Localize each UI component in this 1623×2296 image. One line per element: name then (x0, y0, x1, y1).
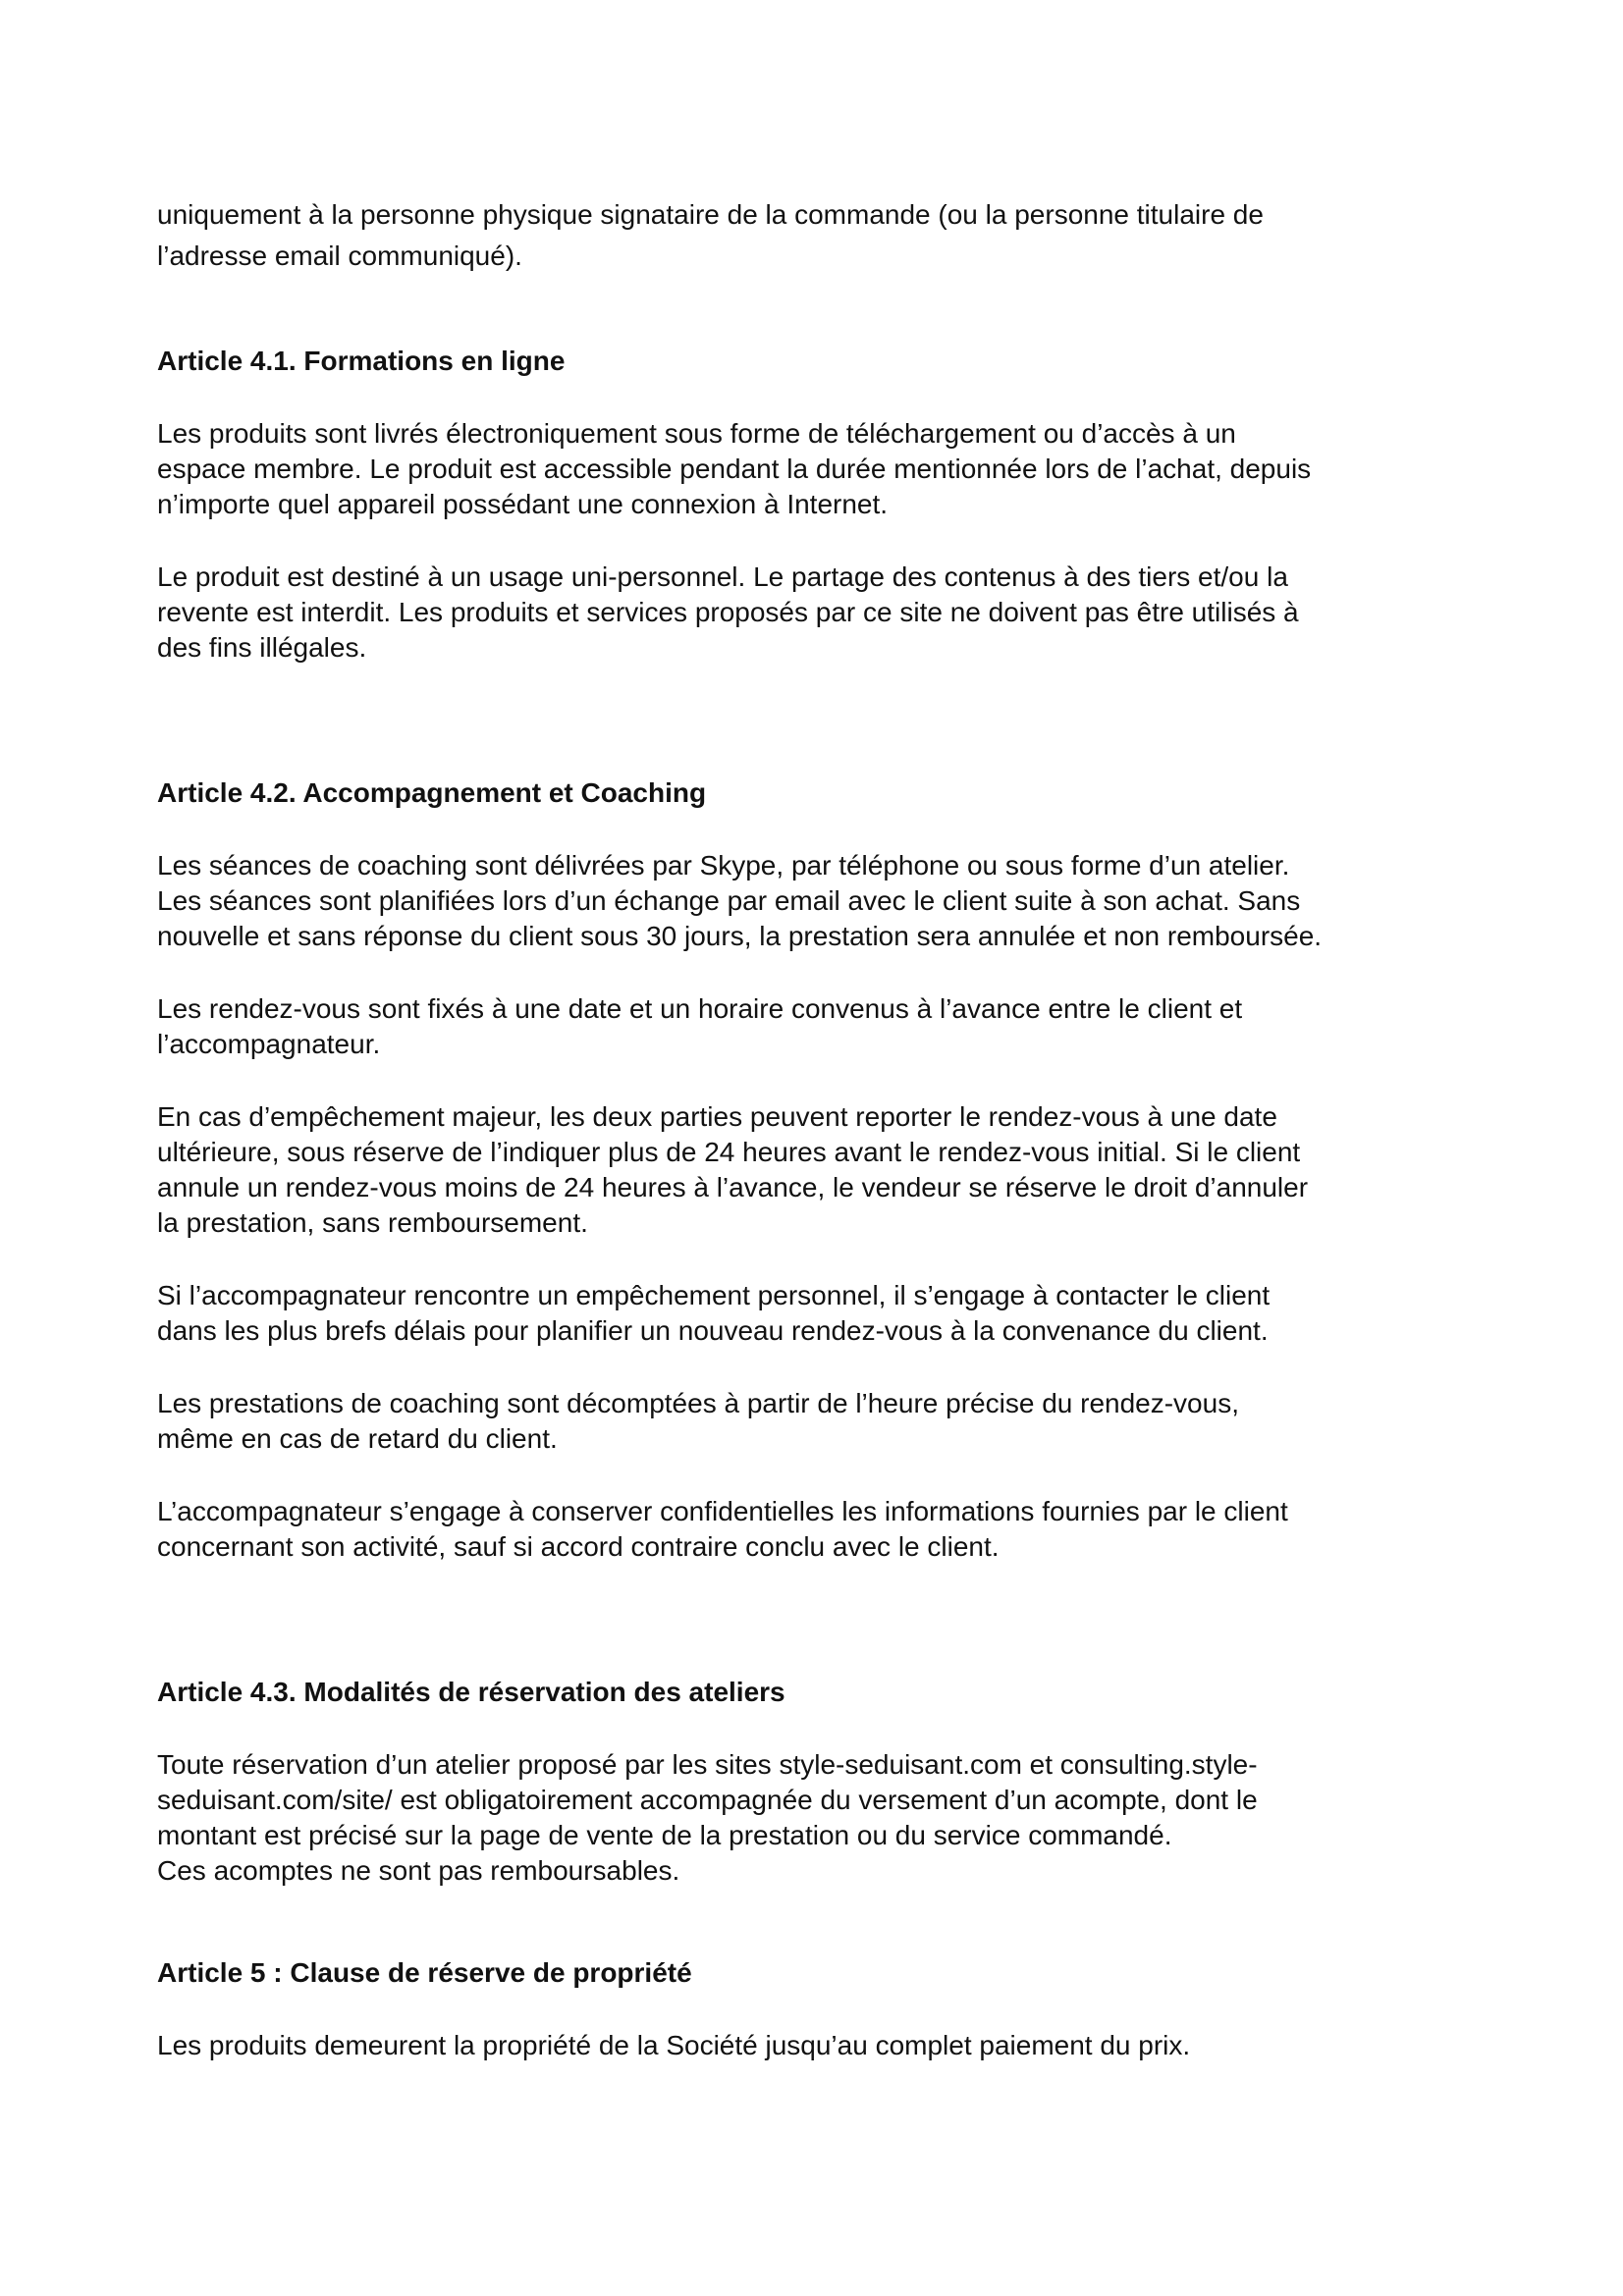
text-line: L’accompagnateur s’engage à conserver confidentielles les informations fournies par le client (157, 1496, 1288, 1526)
text-line: Les rendez-vous sont fixés à une date et un horaire convenus à l’avance entre le client et (157, 993, 1243, 1024)
text-line: Les produits demeurent la propriété de la Société jusqu’au complet paiement du prix. (157, 2030, 1191, 2060)
article-5-heading: Article 5 : Clause de réserve de propriété (157, 1957, 692, 1988)
article-4-2-paragraph-5 (157, 1386, 1463, 1457)
text-line: des fins illégales. (157, 632, 367, 663)
article-4-2-paragraph-1 (157, 848, 1463, 954)
text-line: espace membre. Le produit est accessible pendant la durée mentionnée lors de l’achat, depuis (157, 454, 1312, 484)
text-line: seduisant.com/site/ est obligatoirement accompagnée du versement d’un acompte, dont le (157, 1785, 1258, 1815)
text-line: uniquement à la personne physique signataire de la commande (ou la personne titulaire de (157, 199, 1264, 230)
article-5-paragraph-1 (157, 2028, 1463, 2063)
article-4-2-paragraph-3 (157, 1099, 1463, 1241)
text-line: Toute réservation d’un atelier proposé par les sites style-seduisant.com et consulting.style- (157, 1749, 1258, 1780)
text-line: n’importe quel appareil possédant une connexion à Internet. (157, 489, 889, 519)
text-line: Les séances sont planifiées lors d’un échange par email avec le client suite à son achat. Sans (157, 885, 1301, 916)
article-4-2-paragraph-2 (157, 991, 1463, 1062)
article-4-2-paragraph-6 (157, 1494, 1463, 1565)
text-line: Le produit est destiné à un usage uni-personnel. Le partage des contenus à des tiers et/ou la (157, 561, 1288, 592)
article-4-1-paragraph-2 (157, 560, 1463, 666)
text-line: montant est précisé sur la page de vente de la prestation ou du service commandé. (157, 1820, 1172, 1850)
text-line: nouvelle et sans réponse du client sous 30 jours, la prestation sera annulée et non remboursée. (157, 921, 1323, 951)
text-line: même en cas de retard du client. (157, 1423, 558, 1454)
text-line: revente est interdit. Les produits et services proposés par ce site ne doivent pas être utilisés à (157, 597, 1299, 627)
text-line: l’accompagnateur. (157, 1029, 381, 1059)
text-line: Les produits sont livrés électroniquement sous forme de téléchargement ou d’accès à un (157, 418, 1236, 449)
document-page (157, 194, 1463, 2063)
article-4-2-paragraph-4 (157, 1278, 1463, 1349)
article-4-1-paragraph-1 (157, 416, 1463, 522)
text-line: la prestation, sans remboursement. (157, 1207, 588, 1238)
text-line: En cas d’empêchement majeur, les deux parties peuvent reporter le rendez-vous à une date (157, 1101, 1277, 1132)
text-line: l’adresse email communiqué). (157, 240, 522, 271)
text-line: Les prestations de coaching sont décomptées à partir de l’heure précise du rendez-vous, (157, 1388, 1239, 1418)
text-line: concernant son activité, sauf si accord contraire conclu avec le client. (157, 1531, 1000, 1562)
intro-paragraph (157, 194, 1463, 277)
text-line: ultérieure, sous réserve de l’indiquer plus de 24 heures avant le rendez-vous initial. Si le client (157, 1137, 1301, 1167)
text-line: dans les plus brefs délais pour planifier un nouveau rendez-vous à la convenance du client. (157, 1315, 1269, 1346)
article-4-2-heading: Article 4.2. Accompagnement et Coaching (157, 777, 707, 808)
text-line: Les séances de coaching sont délivrées par Skype, par téléphone ou sous forme d’un atelier. (157, 850, 1290, 881)
text-line: Si l’accompagnateur rencontre un empêchement personnel, il s’engage à contacter le client (157, 1280, 1271, 1310)
text-line: annule un rendez-vous moins de 24 heures à l’avance, le vendeur se réserve le droit d’annuler (157, 1172, 1309, 1202)
article-4-1-heading: Article 4.1. Formations en ligne (157, 346, 566, 376)
article-4-3-heading: Article 4.3. Modalités de réservation des ateliers (157, 1677, 785, 1707)
article-4-3-paragraph-1 (157, 1747, 1463, 1889)
text-line: Ces acomptes ne sont pas remboursables. (157, 1855, 680, 1886)
